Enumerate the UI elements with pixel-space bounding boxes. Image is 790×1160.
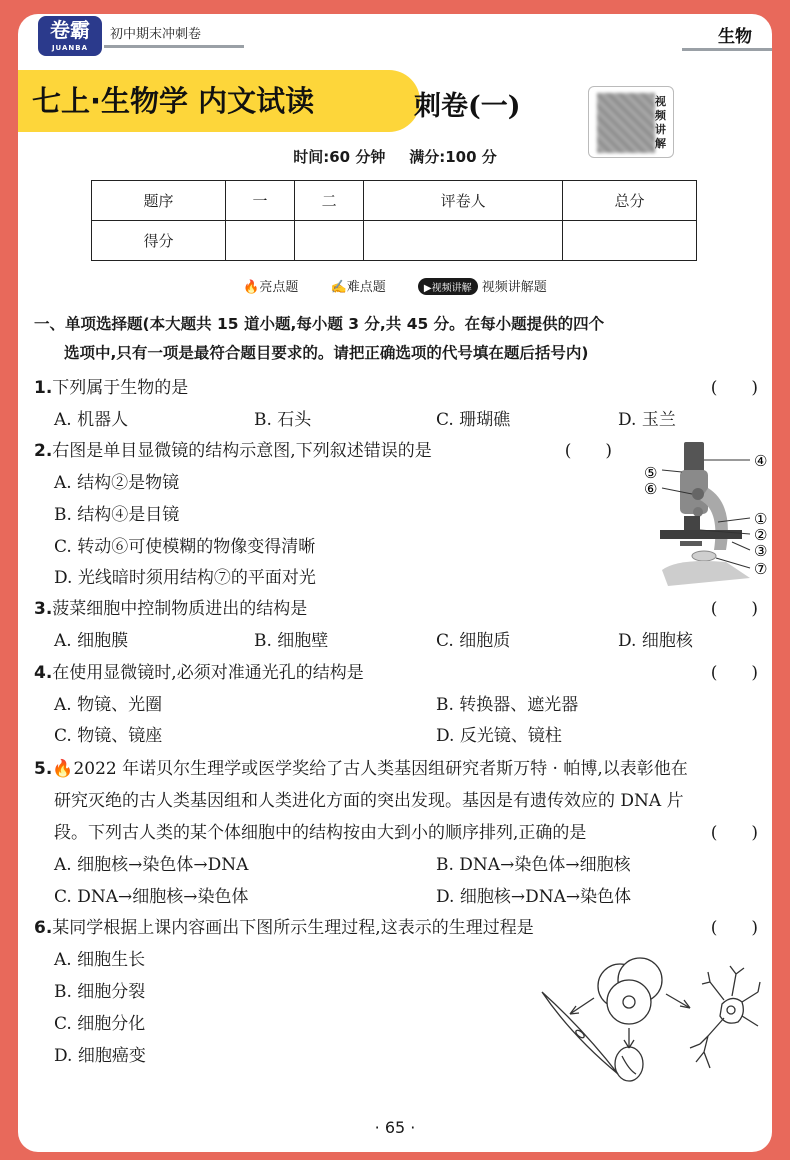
- microscope-diagram: [622, 438, 772, 588]
- section-1-line-1: 一、单项选择题(本大题共 15 道小题,每小题 3 分,共 45 分。在每小题提供的四个: [34, 315, 605, 333]
- question-3-stem: [34, 597, 307, 621]
- cell-circle: [607, 980, 651, 1024]
- pen-note-icon: ✍: [330, 280, 347, 295]
- option-d[interactable]: D. 细胞核→DNA→染色体: [436, 887, 632, 907]
- score-table-score-row: [92, 221, 697, 261]
- option-b[interactable]: B. DNA→染色体→细胞核: [436, 855, 631, 875]
- option-d[interactable]: D. 玉兰: [618, 410, 676, 430]
- section-1-line-2: 选项中,只有一项是最符合题目要求的。请把正确选项的代号填在题后括号内): [64, 344, 589, 362]
- neuron-nucleus: [727, 1006, 735, 1014]
- mirror-shape: [692, 551, 716, 561]
- arrow-line: [570, 998, 594, 1014]
- question-5-line-2: 研究灭绝的古人类基因组和人类进化方面的突出发现。基因是有遗传效应的 DNA 片: [54, 791, 684, 811]
- legend-highlight: [243, 280, 298, 295]
- option-b[interactable]: B. 细胞壁: [254, 631, 329, 651]
- question-text: 在使用显微镜时,必须对准通光孔的结构是: [52, 663, 364, 683]
- stage-shape: [660, 530, 742, 539]
- microscope-label: ⑥: [644, 480, 658, 498]
- score-header-cell: 题序: [92, 181, 226, 221]
- video-badge-label: 视频讲解: [431, 283, 472, 294]
- answer-blank[interactable]: ( ): [710, 378, 758, 398]
- logo-text: 卷霸: [50, 18, 90, 42]
- arrow-head: [570, 1006, 579, 1014]
- microscope-label: ⑤: [644, 464, 658, 482]
- page-number: · 65 ·: [374, 1118, 416, 1137]
- option-a[interactable]: A. 细胞生长: [54, 950, 146, 970]
- microscope-label: ②: [754, 526, 768, 544]
- neuron-dendrites: [690, 966, 760, 1068]
- microscope-label: ④: [754, 452, 768, 470]
- question-legend: [18, 276, 772, 295]
- score-row-label: 得分: [92, 221, 226, 261]
- question-text: 右图是单目显微镜的结构示意图,下列叙述错误的是: [52, 441, 432, 461]
- legend-difficult: [331, 280, 386, 295]
- question-4-stem: [34, 661, 364, 685]
- option-a[interactable]: A. 机器人: [54, 410, 129, 430]
- option-b[interactable]: B. 转换器、遮光器: [436, 695, 579, 715]
- option-b[interactable]: B. 结构④是目镜: [54, 505, 180, 525]
- option-d[interactable]: D. 细胞核: [618, 631, 693, 651]
- answer-blank[interactable]: ( ): [710, 599, 758, 619]
- eyepiece-shape: [684, 442, 704, 472]
- option-a[interactable]: A. 物镜、光圈: [54, 695, 163, 715]
- answer-blank[interactable]: ( ): [710, 823, 758, 843]
- section-1-heading: [34, 310, 760, 368]
- question-1-stem: [34, 376, 188, 400]
- option-b[interactable]: B. 石头: [254, 410, 312, 430]
- muscle-cell-nucleus: [575, 1029, 586, 1039]
- question-number: 3.: [34, 599, 53, 619]
- question-number: 5.: [34, 759, 53, 779]
- arrow-head: [680, 1000, 690, 1008]
- question-text: 某同学根据上课内容画出下图所示生理过程,这表示的生理过程是: [52, 918, 534, 938]
- exam-page: [18, 14, 772, 1152]
- score-cell[interactable]: [225, 221, 294, 261]
- legend-video-label: 视频讲解题: [481, 280, 547, 295]
- brand-logo: [38, 16, 102, 56]
- question-text: 下列属于生物的是: [52, 378, 189, 398]
- blood-cell-detail: [622, 1056, 636, 1074]
- microscope-label: ⑦: [754, 560, 768, 578]
- question-number: 1.: [34, 378, 53, 398]
- full-score: 满分:100 分: [409, 148, 497, 166]
- base-shape: [662, 561, 750, 586]
- answer-blank[interactable]: ( ): [564, 441, 612, 461]
- play-icon: ▶: [423, 283, 432, 294]
- legend-video: [418, 280, 547, 295]
- exam-info: [18, 146, 772, 167]
- arrow-line: [666, 994, 690, 1008]
- cell-process-diagram: [532, 944, 762, 1094]
- series-title: 初中期末冲刺卷: [104, 22, 244, 48]
- objective-shape: [684, 516, 700, 530]
- answer-blank[interactable]: ( ): [710, 918, 758, 938]
- option-c[interactable]: C. 细胞分化: [54, 1014, 146, 1034]
- score-header-cell: 二: [295, 181, 364, 221]
- option-c[interactable]: C. 物镜、镜座: [54, 726, 163, 746]
- flame-icon: 🔥: [52, 759, 74, 779]
- flame-icon: 🔥: [243, 280, 260, 295]
- qr-code-image: [597, 93, 655, 153]
- microscope-label: ①: [754, 510, 768, 528]
- score-cell[interactable]: [364, 221, 563, 261]
- score-table-header-row: [92, 181, 697, 221]
- question-number: 6.: [34, 918, 53, 938]
- label-line: [662, 470, 682, 472]
- fine-knob-shape: [693, 507, 703, 517]
- time-limit: 时间:60 分钟: [293, 148, 386, 166]
- score-header-cell: 总分: [563, 181, 697, 221]
- option-a[interactable]: A. 细胞核→染色体→DNA: [54, 855, 249, 875]
- question-6-stem: [34, 916, 534, 940]
- option-a[interactable]: A. 结构②是物镜: [54, 473, 180, 493]
- preview-banner: 七上·生物学 内文试读: [18, 70, 420, 132]
- option-d[interactable]: D. 光线暗时须用结构⑦的平面对光: [54, 568, 316, 588]
- subject-label: 生物: [718, 27, 752, 47]
- exam-title: 刺卷(一): [414, 91, 521, 122]
- option-d[interactable]: D. 细胞癌变: [54, 1046, 146, 1066]
- question-number: 2.: [34, 441, 53, 461]
- coarse-knob-shape: [692, 488, 704, 500]
- option-c[interactable]: C. 转动⑥可使模糊的物像变得清晰: [54, 537, 316, 557]
- option-b[interactable]: B. 细胞分裂: [54, 982, 146, 1002]
- arm-shape: [700, 488, 728, 550]
- option-c[interactable]: C. DNA→细胞核→染色体: [54, 887, 249, 907]
- legend-highlight-label: 亮点题: [259, 280, 299, 295]
- score-table: [91, 180, 697, 261]
- option-c[interactable]: C. 珊瑚礁: [436, 410, 511, 430]
- logo-subtext: JUANBA: [51, 44, 89, 52]
- qr-label: 视频讲解: [655, 95, 666, 150]
- blood-cell-shape: [615, 1047, 643, 1081]
- diaphragm-shape: [680, 541, 702, 546]
- score-header-cell: 评卷人: [364, 181, 563, 221]
- legend-difficult-label: 难点题: [346, 280, 386, 295]
- question-5-line-3: 段。下列古人类的某个体细胞中的结构按由大到小的顺序排列,正确的是: [54, 823, 587, 843]
- question-text: 2022 年诺贝尔生理学或医学奖给了古人类基因组研究者斯万特 · 帕博,以表彰他在: [73, 759, 688, 779]
- label-line: [732, 542, 750, 550]
- question-5-stem: [34, 757, 688, 781]
- score-header-cell: 一: [225, 181, 294, 221]
- score-cell[interactable]: [563, 221, 697, 261]
- question-number: 4.: [34, 663, 53, 683]
- option-d[interactable]: D. 反光镜、镜柱: [436, 726, 562, 746]
- question-2-stem: [34, 439, 432, 463]
- option-a[interactable]: A. 细胞膜: [54, 631, 129, 651]
- answer-blank[interactable]: ( ): [710, 663, 758, 683]
- score-cell[interactable]: [295, 221, 364, 261]
- question-text: 菠菜细胞中控制物质进出的结构是: [52, 599, 308, 619]
- subject-rule: [682, 48, 772, 51]
- microscope-label: ③: [754, 542, 768, 560]
- video-badge: [418, 278, 478, 295]
- option-c[interactable]: C. 细胞质: [436, 631, 511, 651]
